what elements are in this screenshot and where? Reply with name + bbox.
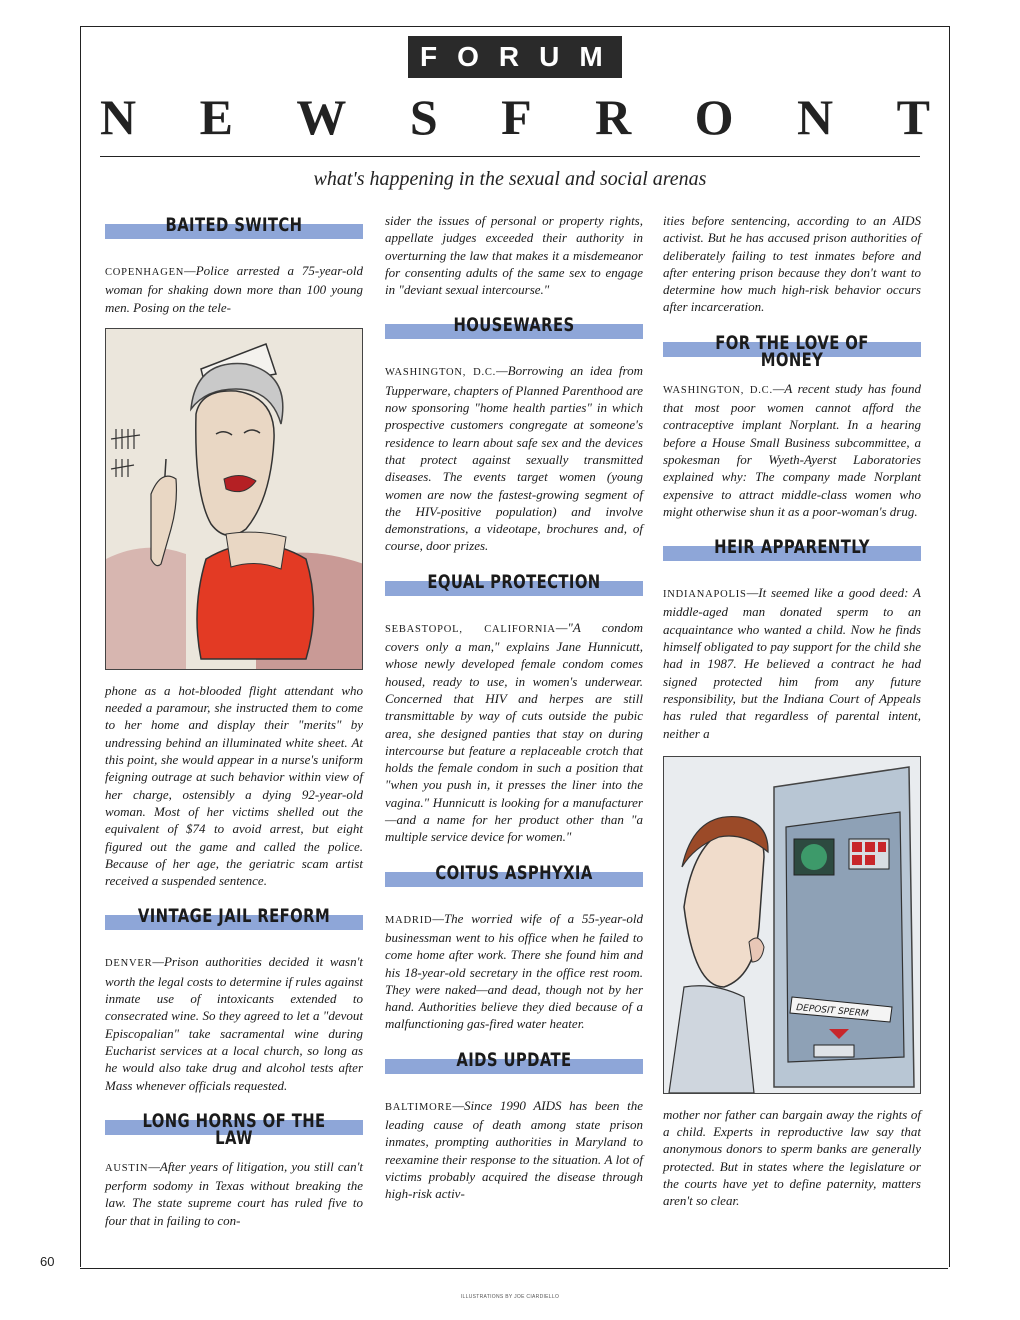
article-heading	[385, 570, 643, 605]
article-body	[385, 362, 643, 554]
masthead-letter: N	[797, 89, 834, 145]
article-heading	[105, 214, 363, 248]
article-heading	[663, 536, 921, 570]
heading-text: HOUSEWARES	[453, 314, 575, 337]
masthead-letter: R	[595, 89, 632, 145]
article-body	[663, 584, 921, 742]
article-body-continued: phone as a hot-blooded flight attendant who needed a paramour, she instructed them to come to her home and display their "merits" by undressing behind an illuminated white sheet. At this point, she would appear in a nurse's uniform feigning outrage at such behavior within view of her charge, ostensibly a dying 92-year-old woman. Most of her victims shelled out the equivalent of $74 to avoid arrest, but eight figured out the game and called the police. Because of her age, the geriatric scam artist received a suspended sentence.	[105, 682, 363, 889]
article-heading	[385, 314, 643, 348]
article-text: —Police arrested a 75-year-old woman for shaking down more than 100 young men. Posing on the tele-	[105, 263, 363, 315]
dateline: INDIANAPOLIS	[663, 589, 747, 601]
article-text: —Since 1990 AIDS has been the leading cause of death among state prison inmates, prompting authorities in Maryland to reexamine their response to the situation. A lot of victims probably acquired the disease through high-risk activ-	[385, 1097, 643, 1202]
heading-text: BAITED SWITCH	[165, 214, 303, 236]
masthead-letter: O	[694, 89, 734, 145]
article-heading	[663, 331, 921, 372]
section-label: FORUM	[408, 36, 622, 78]
article-body	[385, 910, 643, 1033]
article-text: —Prison authorities decided it wasn't worth the legal costs to determine if rules against inmate use of intoxicants extended to consecrated wine. So they agreed to let a "devout Episcopalian" take sacramental wine during Eucharist services at a local church, so long as he would also take drug and alcohol tests after Mass whenever officials requested.	[105, 954, 363, 1093]
heading-text: COITUS ASPHYXIA	[435, 861, 593, 884]
page-number: 60	[40, 1254, 55, 1269]
dateline: BALTIMORE	[385, 1101, 453, 1113]
column-3	[663, 212, 921, 1210]
machine-label: DEPOSIT SPERM	[795, 1002, 870, 1020]
page-frame-bottom-rule	[80, 1268, 948, 1269]
article-body	[385, 1097, 643, 1203]
article-text: —It seemed like a good deed: A middle-aged man donated sperm to an acquaintance who wanted a child. Now he finds himself obligated to pay support for the child she had in 1987. He believed a contract he had signed protected him from any future responsibility, but the Indiana Court of Appeals has ruled that regardless of parental intent, neither a	[663, 585, 921, 741]
dateline: SEBASTOPOL, CALIFORNIA	[385, 623, 556, 635]
dateline: DENVER	[105, 958, 153, 970]
masthead-letter: E	[199, 89, 233, 145]
dateline: COPENHAGEN	[105, 267, 185, 278]
article-text: —A recent study has found that most poor women cannot afford the contraceptive implant Norplant. In a hearing before a House Small Business subcommittee, a spokesman for Wyeth-Ayerst Laboratories explained why: The company made Norplant expensive to attract middle-class women who might otherwise shun it as a poor-woman's drug.	[663, 380, 921, 519]
article-text: —The worried wife of a 55-year-old businessman went to his office when he failed to come home after work. There she found him and his 18-year-old secretary in the office rest room. They were naked—and dead, though not by her hand. Authorities believe they died because of a malfunctioning gas-fired water heater.	[385, 910, 643, 1032]
masthead-letter: F	[501, 89, 532, 145]
article-body	[385, 619, 643, 846]
article-body	[663, 380, 921, 520]
article-heading	[385, 861, 643, 896]
masthead	[100, 88, 930, 154]
article-body-continued: ities before sentencing, according to an AIDS activist. But he has accused prison authorities of deliberately failing to test inmates before and after entering prison because they don't want to determine how much high-risk behavior occurs after incarceration.	[663, 213, 921, 315]
masthead-letter: N	[100, 89, 137, 145]
dateline: WASHINGTON, D.C.	[663, 384, 773, 396]
article-heading	[105, 905, 363, 939]
heading-text: EQUAL PROTECTION	[427, 570, 601, 593]
dateline: WASHINGTON, D.C.	[385, 367, 497, 379]
article-body	[105, 1158, 363, 1229]
nurse-caricature-icon	[106, 329, 363, 669]
dateline: MADRID	[385, 914, 433, 926]
heading-text: FOR THE LOVE OF MONEY	[715, 331, 869, 372]
article-body-continued: sider the issues of personal or property rights, appellate judges exceeded their authority in overturning the law that makes it a misdemeanor for consenting adults of the same sex to engage in "deviant sexual intercourse."	[385, 213, 643, 298]
article-body	[105, 262, 363, 316]
article-heading	[385, 1048, 643, 1083]
article-body	[105, 953, 363, 1093]
nurse-illustration	[105, 328, 363, 670]
heading-text: VINTAGE JAIL REFORM	[137, 905, 331, 928]
article-text: —After years of litigation, you still can't perform sodomy in Texas without breaking the law. The state supreme court has ruled five to four that in failing to con-	[105, 1158, 363, 1228]
article-body-continued: mother nor father can bargain away the rights of a child. Experts in reproductive law say that anonymous donors to sperm banks are generally protected. But in states where the legislature or the courts have yet to define paternity, matters aren't so clear.	[663, 1106, 921, 1209]
masthead-letter: W	[296, 89, 347, 145]
article-text: —Borrowing an idea from Tupperware, chapters of Planned Parenthood are now sponsoring "home health parties" in which prospective customers congregate at someone's residence to learn about safe sex and the devices that protect against sexually transmitted diseases. The events target women (young women are now the fastest-growing segment of the HIV-positive population) and involve demonstrations, a videotape, brochures and, of course, door prizes.	[385, 363, 643, 554]
article-heading	[105, 1109, 363, 1150]
sperm-bank-illustration	[663, 756, 921, 1094]
dateline: AUSTIN	[105, 1162, 149, 1174]
illustration-credit: ILLUSTRATIONS BY JOE CIARDIELLO	[460, 1294, 560, 1300]
subtitle: what's happening in the sexual and social arenas	[313, 168, 707, 190]
column-1	[105, 212, 363, 1229]
column-2	[385, 212, 643, 1202]
heading-text: AIDS UPDATE	[456, 1048, 572, 1071]
article-text: —"A condom covers only a man," explains Jane Hunnicutt, whose newly developed female condom comes housed, ready to use, in women's underwear. Concerned that HIV and herpes are still transmittable by way of cuts outside the pubic area, she designed panties that stay on during intercourse but feature a replaceable crotch that holds the female condom in such a position that "when you push in, it presses the liner into the vagina." Hunnicutt is looking for a manufacturer—and a name for her product other than "a multiple service device for women."	[385, 619, 643, 845]
heading-text: LONG HORNS OF THE LAW	[142, 1109, 326, 1150]
sperm-deposit-machine-icon	[664, 757, 921, 1093]
masthead-letter: T	[896, 89, 930, 145]
heading-text: HEIR APPARENTLY	[714, 536, 870, 559]
masthead-letter: S	[409, 89, 438, 145]
masthead-rule	[100, 156, 920, 157]
